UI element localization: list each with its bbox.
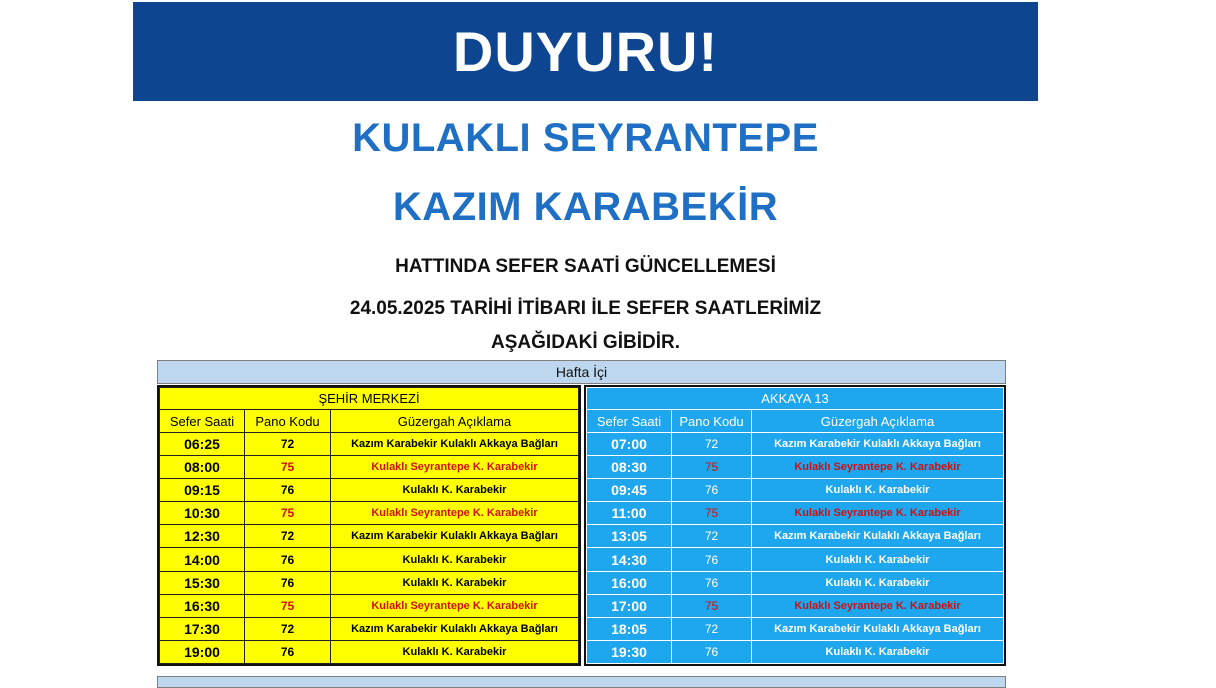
route-description: Kulaklı K. Karabekir	[331, 571, 579, 594]
panel-title: ŞEHİR MERKEZİ	[160, 388, 579, 410]
table-row	[160, 548, 579, 571]
panel-code: 76	[672, 548, 752, 571]
table-row	[587, 548, 1004, 571]
table-row	[160, 525, 579, 548]
column-header-code: Pano Kodu	[672, 410, 752, 433]
route-description: Kulaklı Seyrantepe K. Karabekir	[331, 456, 579, 479]
line-name-2: KAZIM KARABEKİR	[392, 185, 779, 229]
route-description: Kulaklı K. Karabekir	[331, 548, 579, 571]
banner-title: DUYURU!	[452, 20, 719, 83]
table-row	[587, 571, 1004, 594]
notice-line-3: AŞAĞIDAKİ GİBİDİR.	[491, 332, 680, 353]
schedule-rows	[587, 433, 1004, 664]
next-period-header	[157, 676, 1006, 688]
panel-code: 75	[672, 456, 752, 479]
line-name-1: KULAKLI SEYRANTEPE	[352, 116, 819, 160]
route-description: Kulaklı K. Karabekir	[752, 571, 1004, 594]
schedule-panel-sehir-merkezi	[157, 385, 581, 666]
announcement-banner	[133, 2, 1038, 101]
route-description: Kazım Karabekir Kulaklı Akkaya Bağları	[331, 617, 579, 640]
schedule-panel-akkaya-13	[584, 385, 1006, 666]
column-header-time: Sefer Saati	[587, 410, 672, 433]
departure-time: 16:30	[160, 594, 245, 617]
departure-time: 09:15	[160, 479, 245, 502]
departure-time: 18:05	[587, 617, 672, 640]
departure-time: 17:00	[587, 594, 672, 617]
panel-code: 72	[245, 617, 331, 640]
schedule-table-right	[586, 387, 1004, 664]
route-description: Kulaklı K. Karabekir	[752, 479, 1004, 502]
table-row	[587, 502, 1004, 525]
departure-time: 08:00	[160, 456, 245, 479]
table-row	[587, 594, 1004, 617]
panel-code: 72	[672, 433, 752, 456]
route-description: Kulaklı K. Karabekir	[331, 640, 579, 663]
table-row	[587, 479, 1004, 502]
departure-time: 10:30	[160, 502, 245, 525]
route-description: Kulaklı K. Karabekir	[331, 479, 579, 502]
panel-code: 72	[245, 433, 331, 456]
notice-line-1: HATTINDA SEFER SAATİ GÜNCELLEMESİ	[395, 256, 776, 277]
route-description: Kazım Karabekir Kulaklı Akkaya Bağları	[331, 433, 579, 456]
departure-time: 17:30	[160, 617, 245, 640]
schedule-period-header: Hafta İçi	[157, 360, 1006, 384]
table-row	[160, 433, 579, 456]
departure-time: 19:00	[160, 640, 245, 663]
route-description: Kazım Karabekir Kulaklı Akkaya Bağları	[752, 525, 1004, 548]
route-description: Kulaklı K. Karabekir	[752, 640, 1004, 663]
panel-code: 75	[245, 594, 331, 617]
panel-code: 75	[672, 502, 752, 525]
panel-code: 76	[245, 479, 331, 502]
departure-time: 15:30	[160, 571, 245, 594]
route-description: Kulaklı K. Karabekir	[752, 548, 1004, 571]
table-row	[587, 617, 1004, 640]
panel-code: 76	[672, 571, 752, 594]
route-description: Kulaklı Seyrantepe K. Karabekir	[752, 594, 1004, 617]
panel-code: 76	[245, 548, 331, 571]
table-row	[160, 640, 579, 663]
route-description: Kulaklı Seyrantepe K. Karabekir	[331, 594, 579, 617]
panel-code: 76	[672, 479, 752, 502]
departure-time: 06:25	[160, 433, 245, 456]
panel-code: 72	[672, 617, 752, 640]
departure-time: 14:00	[160, 548, 245, 571]
table-row	[160, 571, 579, 594]
table-row	[587, 525, 1004, 548]
route-description: Kazım Karabekir Kulaklı Akkaya Bağları	[331, 525, 579, 548]
panel-code: 72	[245, 525, 331, 548]
departure-time: 13:05	[587, 525, 672, 548]
departure-time: 19:30	[587, 640, 672, 663]
table-row	[587, 433, 1004, 456]
departure-time: 12:30	[160, 525, 245, 548]
table-row	[587, 640, 1004, 663]
route-description: Kazım Karabekir Kulaklı Akkaya Bağları	[752, 433, 1004, 456]
schedule-rows	[160, 433, 579, 664]
column-header-route: Güzergah Açıklama	[331, 410, 579, 433]
departure-time: 11:00	[587, 502, 672, 525]
panel-code: 75	[672, 594, 752, 617]
column-header-route: Güzergah Açıklama	[752, 410, 1004, 433]
panel-code: 76	[245, 640, 331, 663]
notice-line-2: 24.05.2025 TARİHİ İTİBARI İLE SEFER SAATLERİMİZ	[349, 298, 822, 319]
table-row	[160, 502, 579, 525]
column-header-code: Pano Kodu	[245, 410, 331, 433]
panel-code: 76	[672, 640, 752, 663]
table-row	[160, 594, 579, 617]
route-description: Kazım Karabekir Kulaklı Akkaya Bağları	[752, 617, 1004, 640]
table-row	[587, 456, 1004, 479]
departure-time: 09:45	[587, 479, 672, 502]
panel-title: AKKAYA 13	[587, 388, 1004, 410]
table-row	[160, 479, 579, 502]
column-header-time: Sefer Saati	[160, 410, 245, 433]
route-description: Kulaklı Seyrantepe K. Karabekir	[331, 502, 579, 525]
departure-time: 14:30	[587, 548, 672, 571]
departure-time: 08:30	[587, 456, 672, 479]
panel-code: 75	[245, 456, 331, 479]
panel-code: 76	[245, 571, 331, 594]
panel-code: 72	[672, 525, 752, 548]
panel-code: 75	[245, 502, 331, 525]
route-description: Kulaklı Seyrantepe K. Karabekir	[752, 502, 1004, 525]
route-description: Kulaklı Seyrantepe K. Karabekir	[752, 456, 1004, 479]
departure-time: 16:00	[587, 571, 672, 594]
departure-time: 07:00	[587, 433, 672, 456]
table-row	[160, 617, 579, 640]
schedule-table-left	[159, 387, 579, 664]
table-row	[160, 456, 579, 479]
